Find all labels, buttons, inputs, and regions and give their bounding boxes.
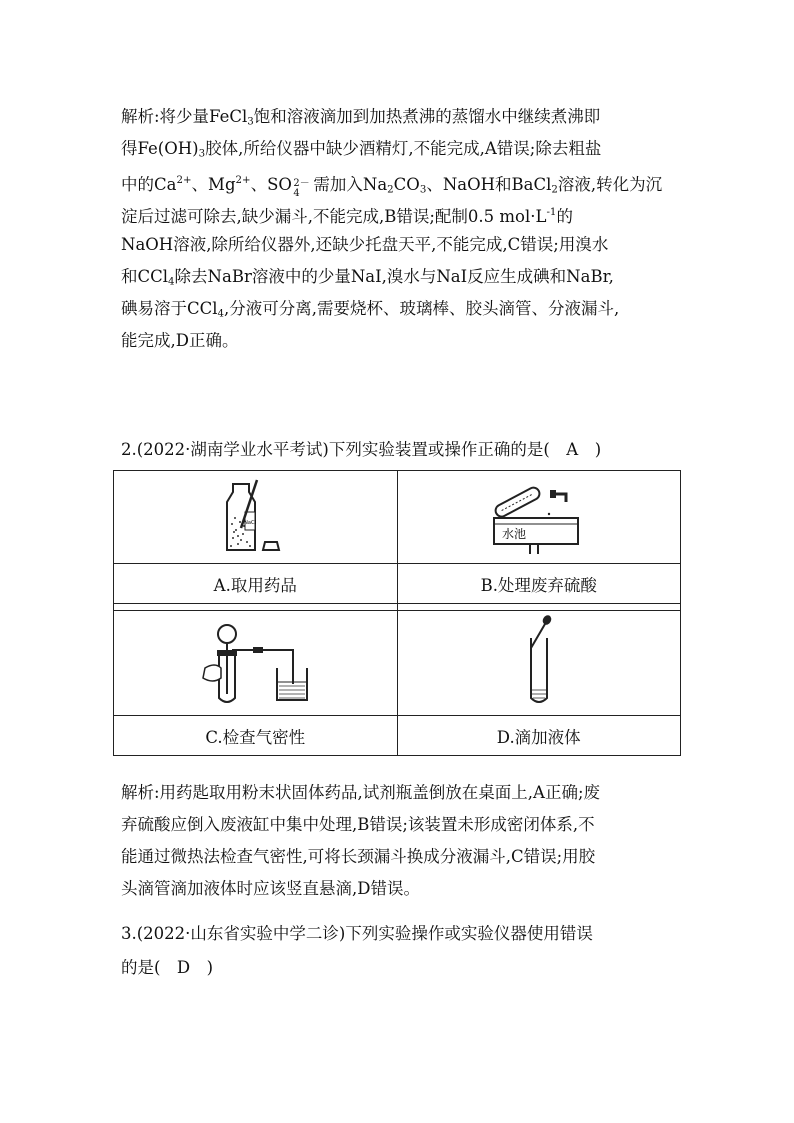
solution-2-line-4: 头滴管滴加液体时应该竖直悬滴,D错误。 bbox=[121, 879, 420, 898]
solution-1-line-8: 能完成,D正确。 bbox=[121, 331, 239, 350]
dropper-testtube-icon bbox=[509, 614, 569, 712]
option-a-figure bbox=[114, 471, 398, 564]
sink-disposal-icon bbox=[474, 474, 604, 560]
solution-1-line-3: 中的$Ca^{2+}$、$Mg^{2+}$、SO 2－ 4 需加入$Na_2CO_3$、NaOH和BaCl$_2$溶液,转化为沉 bbox=[121, 175, 663, 200]
option-d-caption: D.滴加液体 bbox=[397, 716, 681, 756]
solution-2-line-3: 能通过微热法检查气密性,可将长颈漏斗换成分液漏斗,C错误;用胶 bbox=[121, 847, 596, 866]
option-c-caption: C.检查气密性 bbox=[114, 716, 398, 756]
options-table bbox=[113, 470, 681, 756]
solution-1-line-6: 和CCl$_4$除去NaBr溶液中的少量NaI,溴水与NaI反应生成碘和NaBr, bbox=[121, 267, 614, 288]
option-d-figure bbox=[397, 611, 681, 716]
solution-2-line-1: 解析:用药匙取用粉末状固体药品,试剂瓶盖倒放在桌面上,A正确;废 bbox=[121, 783, 601, 802]
question-2-stem: 2.(2022·湖南学业水平考试)下列实验装置或操作正确的是( A ) bbox=[121, 440, 602, 459]
option-a-caption: A.取用药品 bbox=[114, 564, 398, 604]
solution-1-line-4: 淀后过滤可除去,缺少漏斗,不能完成,B错误;配制0.5 $mol\cdot L^{-1}$的 bbox=[121, 207, 573, 227]
reagent-bottle-scoop-icon bbox=[205, 474, 305, 560]
solution-1 bbox=[121, 101, 681, 357]
option-b-caption: B.处理废弃硫酸 bbox=[397, 564, 681, 604]
airtightness-apparatus-icon bbox=[195, 614, 315, 712]
solution-1-line-2: 得$Fe(OH)_3$胶体,所给仪器中缺少酒精灯,不能完成,A错误;除去粗盐 bbox=[121, 139, 602, 160]
svg-text:水池: 水池 bbox=[501, 527, 526, 541]
solution-2-line-2: 弃硫酸应倒入废液缸中集中处理,B错误;该装置未形成密闭体系,不 bbox=[121, 815, 595, 834]
sulfate-charge: 2－ 4 bbox=[293, 178, 310, 200]
question-3-line-1: 3.(2022·山东省实验中学二诊)下列实验操作或实验仪器使用错误 bbox=[121, 924, 593, 943]
solution-1-line-5: NaOH溶液,除所给仪器外,还缺少托盘天平,不能完成,C错误;用溴水 bbox=[121, 235, 609, 254]
option-c-figure bbox=[114, 611, 398, 716]
svg-text:NaCl: NaCl bbox=[244, 520, 257, 526]
solution-1-line-7: 碘易溶于CCl$_4$,分液可分离,需要烧杯、玻璃棒、胶头滴管、分液漏斗, bbox=[121, 299, 620, 320]
solution-1-line-1: 解析:将少量FeCl$_3$饱和溶液滴加到加热煮沸的蒸馏水中继续煮沸即 bbox=[121, 107, 601, 128]
option-b-figure bbox=[397, 471, 681, 564]
question-3-line-2: 的是( D ) bbox=[121, 958, 214, 977]
question-3-stem bbox=[121, 918, 681, 984]
solution-2 bbox=[121, 777, 681, 905]
